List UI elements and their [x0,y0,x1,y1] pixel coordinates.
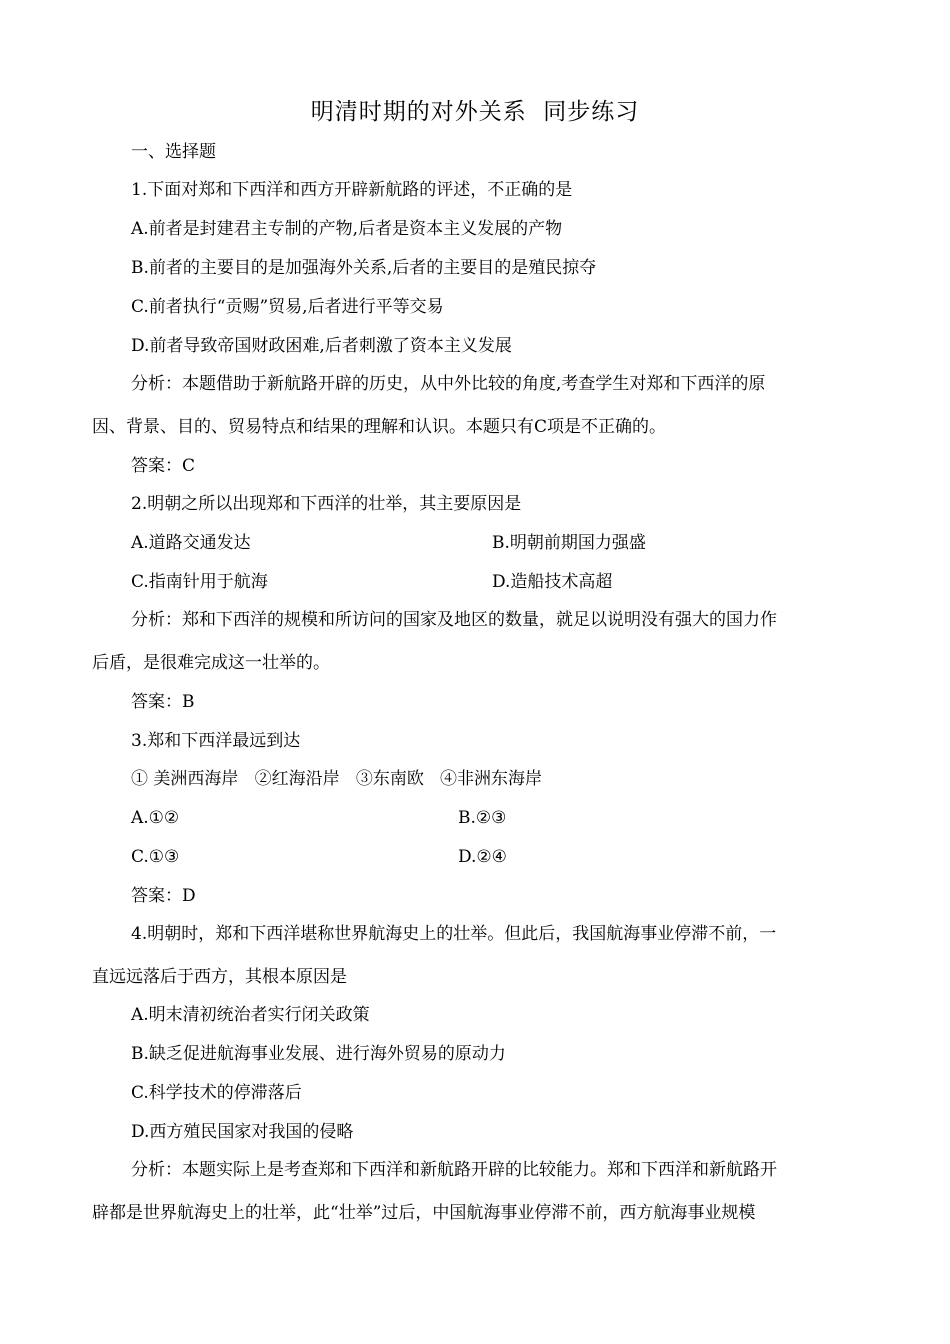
q2-answer: 答案：B [131,692,195,712]
q1-stem: 1.下面对郑和下西洋和西方开辟新航路的评述，不正确的是 [131,180,573,200]
q2-analysis-line1: 分析：郑和下西洋的规模和所访问的国家及地区的数量，就足以说明没有强大的国力作 [131,610,777,630]
q3-option-a: A.①② [131,808,180,828]
q3-answer: 答案：D [131,886,196,906]
q4-analysis-line2: 辟都是世界航海史上的壮举，此“壮举”过后，中国航海事业停滞不前，西方航海事业规模 [92,1203,756,1223]
q2-option-a: A.道路交通发达 [131,533,251,553]
q1-answer: 答案：C [131,456,196,476]
q2-option-d: D.造船技术高超 [492,572,613,592]
q1-option-d: D.前者导致帝国财政困难,后者刺激了资本主义发展 [131,336,512,356]
q4-option-b: B.缺乏促进航海事业发展、进行海外贸易的原动力 [131,1044,506,1064]
q4-stem-line2: 直远远落后于西方，其根本原因是 [92,967,347,987]
q4-option-d: D.西方殖民国家对我国的侵略 [131,1122,354,1142]
q1-option-c: C.前者执行“贡赐”贸易,后者进行平等交易 [131,297,444,317]
document-title: 明清时期的对外关系 同步练习 [310,99,640,125]
q3-option-b: B.②③ [458,808,507,828]
q3-items: ① 美洲西海岸 ②红海沿岸 ③东南欧 ④非洲东海岸 [131,769,543,789]
section-heading: 一、选择题 [131,142,216,162]
q2-option-b: B.明朝前期国力强盛 [492,533,646,553]
q1-analysis-line2: 因、背景、目的、贸易特点和结果的理解和认识。本题只有C项是不正确的。 [92,417,667,437]
q3-stem: 3.郑和下西洋最远到达 [131,731,301,751]
q4-analysis-line1: 分析：本题实际上是考查郑和下西洋和新航路开辟的比较能力。郑和下西洋和新航路开 [131,1160,777,1180]
q2-analysis-line2: 后盾，是很难完成这一壮举的。 [92,653,330,673]
q4-option-a: A.明末清初统治者实行闭关政策 [131,1005,370,1025]
q2-option-c: C.指南针用于航海 [131,572,268,592]
q4-option-c: C.科学技术的停滞落后 [131,1083,302,1103]
q1-option-a: A.前者是封建君主专制的产物,后者是资本主义发展的产物 [131,219,563,239]
q3-option-d: D.②④ [458,847,507,867]
q1-analysis-line1: 分析：本题借助于新航路开辟的历史，从中外比较的角度,考查学生对郑和下西洋的原 [131,374,766,394]
q3-option-c: C.①③ [131,847,180,867]
q4-stem-line1: 4.明朝时，郑和下西洋堪称世界航海史上的壮举。但此后，我国航海事业停滞不前，一 [131,924,777,944]
q2-stem: 2.明朝之所以出现郑和下西洋的壮举，其主要原因是 [131,494,522,514]
q1-option-b: B.前者的主要目的是加强海外关系,后者的主要目的是殖民掠夺 [131,258,597,278]
